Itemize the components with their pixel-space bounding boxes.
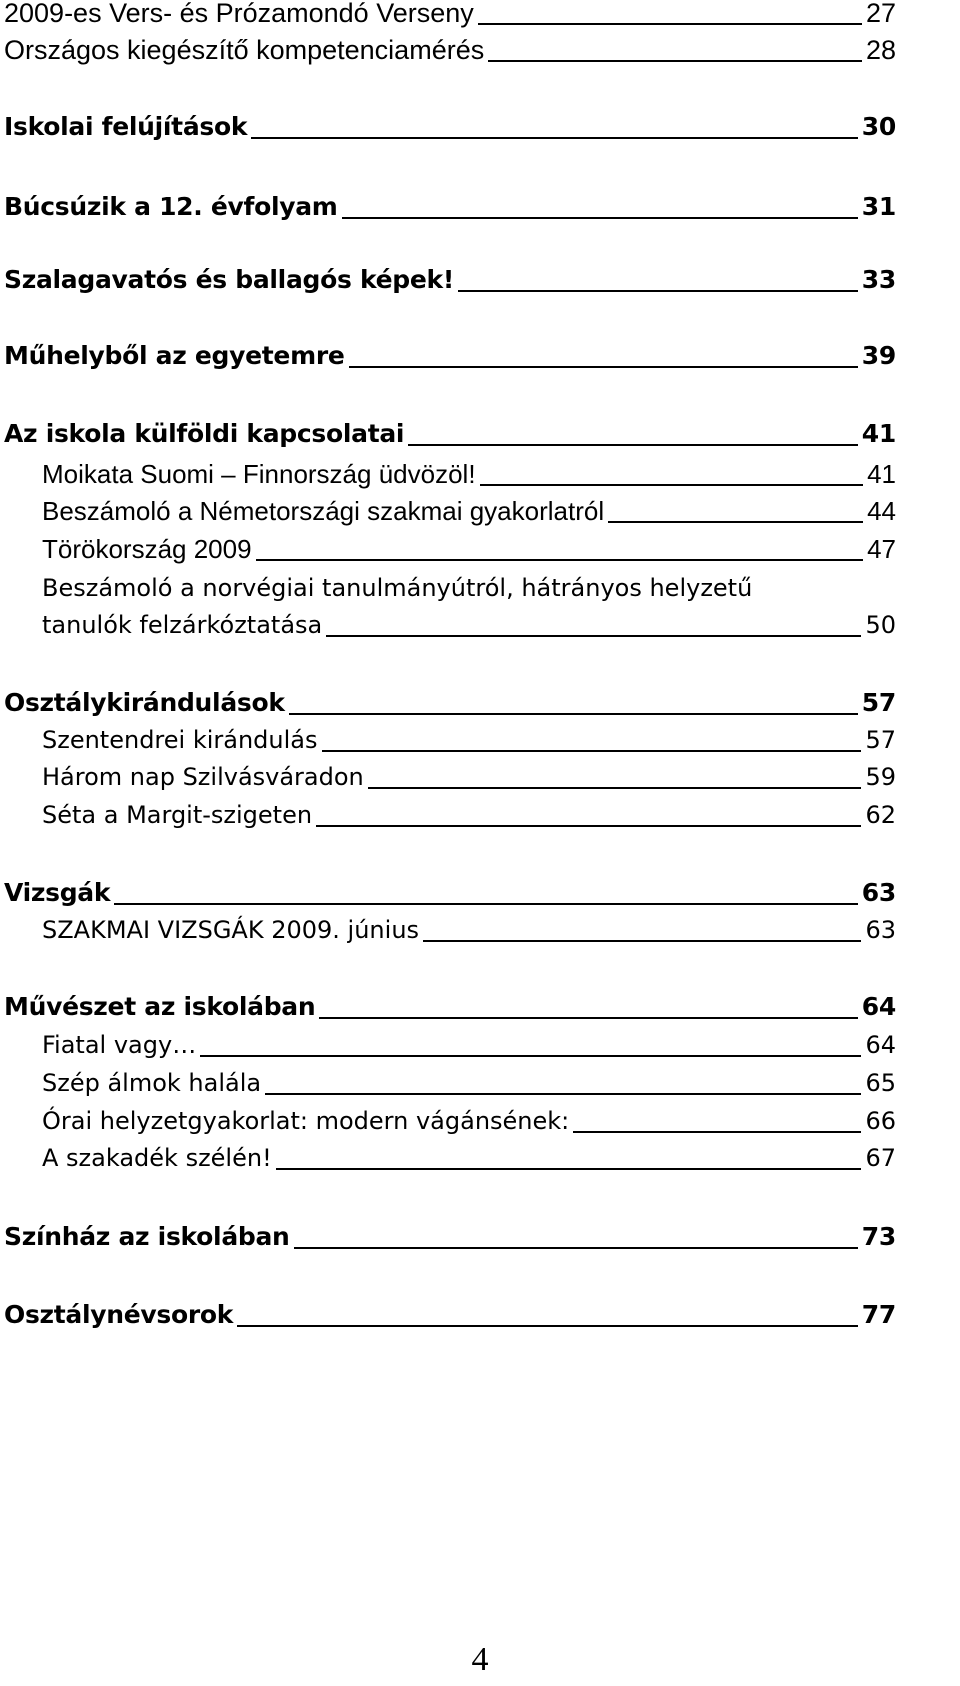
toc-entry-title: Három nap Szilvásváradon: [42, 763, 364, 791]
toc-entry-szentendrei[interactable]: [42, 723, 896, 757]
toc-page-number: 39: [861, 341, 896, 370]
toc-entry-szakadek[interactable]: [42, 1141, 896, 1175]
toc-leader-line: [289, 713, 858, 715]
toc-page-number: 41: [861, 419, 896, 448]
toc-leader-line: [458, 290, 858, 292]
toc-entry-title: Fiatal vagy…: [42, 1031, 197, 1059]
toc-entry-title: Szentendrei kirándulás: [42, 726, 318, 754]
toc-page-number: 44: [867, 496, 896, 526]
toc-entry-margit[interactable]: [42, 798, 896, 832]
toc-page-number: 50: [865, 611, 896, 639]
toc-entry-kulfoldi[interactable]: [4, 417, 896, 451]
toc-entry-norvegiai-line1[interactable]: Beszámoló a norvégiai tanulmányútról, hátrányos helyzetű: [42, 574, 753, 602]
toc-page-number: 28: [865, 35, 896, 65]
toc-entry-title: Az iskola külföldi kapcsolatai: [4, 419, 405, 448]
toc-entry-title: Osztálykirándulások: [4, 688, 285, 717]
toc-page-number: 66: [865, 1107, 896, 1135]
toc-page-number: 57: [861, 688, 896, 717]
toc-page-number: 65: [865, 1069, 896, 1097]
toc-page-number: 64: [865, 1031, 896, 1059]
toc-entry-orai[interactable]: [42, 1104, 896, 1138]
toc-entry-verseny[interactable]: [4, 0, 896, 30]
toc-leader-line: [478, 23, 862, 25]
toc-entry-title: Moikata Suomi – Finnország üdvözöl!: [42, 459, 476, 489]
toc-entry-bucsuzik[interactable]: [4, 190, 896, 224]
toc-entry-title: Szalagavatós és ballagós képek!: [4, 265, 454, 294]
toc-page-number: 41: [867, 459, 896, 489]
toc-leader-line: [319, 1017, 857, 1019]
toc-page-number: 31: [861, 192, 896, 221]
toc-entry-felujitasok[interactable]: [4, 110, 896, 144]
toc-leader-line: [326, 635, 861, 637]
toc-page-number: 47: [867, 534, 896, 564]
toc-page-number: 33: [861, 265, 896, 294]
toc-leader-line: [256, 559, 864, 561]
toc-entry-title: Órai helyzetgyakorlat: modern vágánsének:: [42, 1107, 570, 1135]
toc-leader-line: [349, 366, 858, 368]
toc-entry-muveszet[interactable]: [4, 990, 896, 1024]
toc-entry-title: tanulók felzárkóztatása: [42, 611, 323, 639]
toc-page-number: 63: [861, 878, 896, 907]
toc-leader-line: [480, 484, 864, 486]
toc-page-number: 67: [865, 1144, 896, 1172]
toc-entry-title: Művészet az iskolában: [4, 992, 316, 1021]
toc-leader-line: [423, 940, 861, 942]
toc-page-number: 27: [865, 0, 896, 28]
toc-page-number: 30: [861, 112, 896, 141]
toc-leader-line: [322, 750, 862, 752]
toc-entry-title: Séta a Margit-szigeten: [42, 801, 313, 829]
toc-leader-line: [237, 1325, 858, 1327]
toc-entry-title: Szép álmok halála: [42, 1069, 262, 1097]
toc-leader-line: [276, 1168, 862, 1170]
toc-leader-line: [408, 444, 858, 446]
toc-leader-line: [251, 137, 858, 139]
toc-entry-szilvasvarad[interactable]: [42, 760, 896, 794]
toc-entry-osztalykirandulasok[interactable]: [4, 686, 896, 720]
toc-entry-title: Vizsgák: [4, 878, 111, 907]
toc-entry-torokorszag[interactable]: [42, 532, 896, 566]
toc-entry-muhelybol[interactable]: [4, 339, 896, 373]
toc-entry-szep-almok[interactable]: [42, 1066, 896, 1100]
toc-entry-moikata[interactable]: [42, 457, 896, 491]
toc-leader-line: [200, 1055, 861, 1057]
toc-entry-norvegiai[interactable]: [42, 608, 896, 642]
toc-entry-title: Törökország 2009: [42, 534, 252, 564]
toc-entry-fiatal[interactable]: [42, 1028, 896, 1062]
toc-page-number: 63: [865, 916, 896, 944]
toc-entry-title: Műhelyből az egyetemre: [4, 341, 345, 370]
toc-leader-line: [265, 1093, 861, 1095]
toc-page-number: 77: [861, 1300, 896, 1329]
toc-page-number: 57: [865, 726, 896, 754]
toc-entry-title: 2009-es Vers- és Prózamondó Verseny: [4, 0, 474, 28]
toc-leader-line: [608, 521, 863, 523]
toc-entry-szakmai-vizsgak[interactable]: [42, 913, 896, 947]
toc-entry-title: Iskolai felújítások: [4, 112, 248, 141]
toc-leader-line: [342, 217, 858, 219]
page-number: 4: [471, 1641, 489, 1678]
toc-leader-line: [573, 1131, 861, 1133]
toc-page-number: 73: [861, 1222, 896, 1251]
toc-entry-title: Színház az iskolában: [4, 1222, 290, 1251]
toc-entry-title: Országos kiegészítő kompetenciamérés: [4, 35, 485, 65]
toc-page-number: 59: [865, 763, 896, 791]
toc-entry-kompetencia[interactable]: [4, 33, 896, 67]
toc-entry-szalagavato[interactable]: [4, 263, 896, 297]
toc-page-number: 62: [865, 801, 896, 829]
toc-leader-line: [294, 1247, 858, 1249]
toc-entry-title: A szakadék szélén!: [42, 1144, 272, 1172]
toc-entry-title: Búcsúzik a 12. évfolyam: [4, 192, 338, 221]
toc-leader-line: [368, 787, 862, 789]
toc-entry-vizsgak[interactable]: [4, 876, 896, 910]
toc-entry-nemetorszagi[interactable]: [42, 494, 896, 528]
toc-entry-title: Beszámoló a Németországi szakmai gyakorlatról: [42, 496, 605, 526]
toc-entry-szinhaz[interactable]: [4, 1220, 896, 1254]
toc-entry-title: SZAKMAI VIZSGÁK 2009. június: [42, 916, 420, 944]
toc-entry-title: Osztálynévsorok: [4, 1300, 234, 1329]
toc-page-number: 64: [861, 992, 896, 1021]
toc-leader-line: [316, 825, 861, 827]
toc-entry-nevsorok[interactable]: [4, 1298, 896, 1332]
toc-leader-line: [114, 903, 858, 905]
toc-leader-line: [488, 60, 862, 62]
